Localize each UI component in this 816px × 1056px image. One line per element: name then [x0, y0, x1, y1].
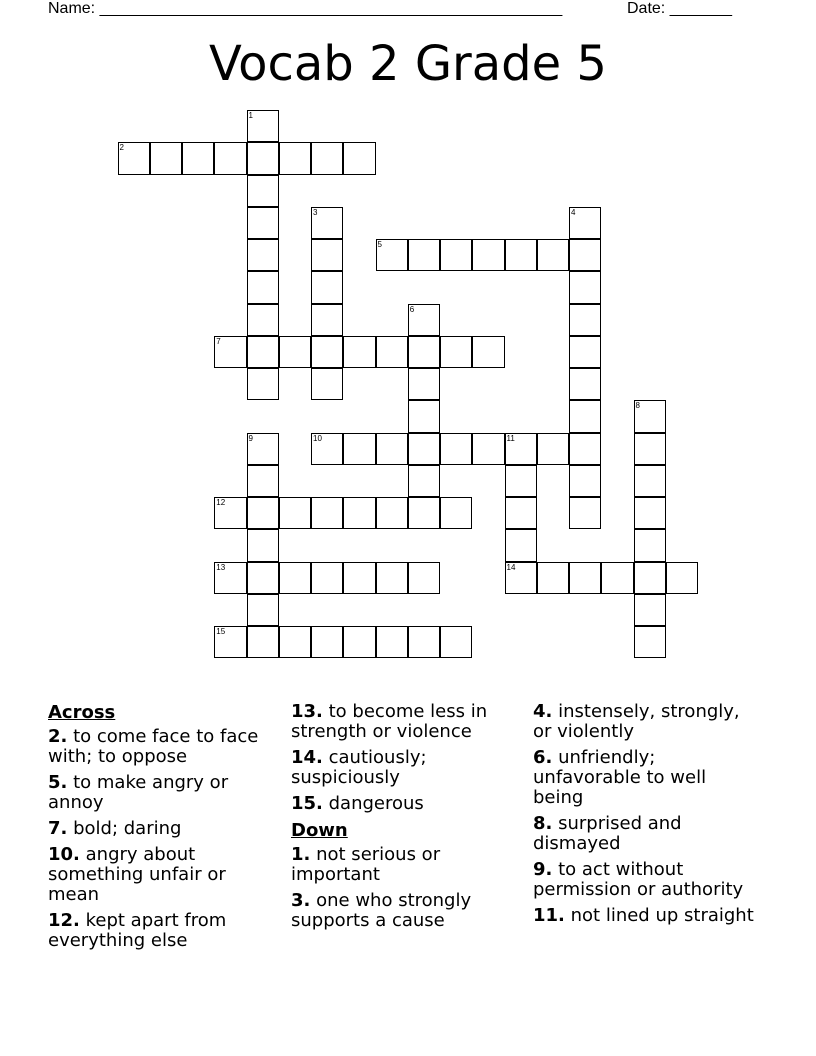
grid-cell[interactable]: [343, 142, 375, 174]
clue-text: not lined up straight: [570, 905, 754, 926]
date-label: Date: _______: [627, 0, 732, 17]
grid-cell[interactable]: [408, 433, 440, 465]
clue-down-4: [533, 702, 761, 742]
grid-cell[interactable]: [408, 239, 440, 271]
grid-cell[interactable]: [569, 400, 601, 432]
grid-cell[interactable]: [505, 239, 537, 271]
grid-cell[interactable]: [247, 497, 279, 529]
clue-column-2: [291, 702, 519, 937]
clue-across-12: [48, 911, 276, 951]
grid-cell[interactable]: [311, 626, 343, 658]
down-heading: Down: [291, 820, 348, 841]
grid-cell[interactable]: [247, 433, 279, 465]
grid-cell[interactable]: [537, 562, 569, 594]
clue-text: one who strongly supports a cause: [291, 890, 472, 931]
grid-cell[interactable]: [440, 497, 472, 529]
grid-cell[interactable]: [634, 465, 666, 497]
grid-cell[interactable]: [247, 626, 279, 658]
grid-cell[interactable]: [408, 336, 440, 368]
clue-text: to come face to face with; to oppose: [48, 726, 259, 767]
clue-text: instensely, strongly, or violently: [533, 701, 740, 742]
clue-text: angry about something unfair or mean: [48, 844, 226, 905]
grid-cell[interactable]: [440, 336, 472, 368]
grid-cell[interactable]: [634, 562, 666, 594]
grid-cell[interactable]: [279, 142, 311, 174]
clue-across-2: [48, 727, 276, 767]
clue-text: kept apart from everything else: [48, 910, 227, 951]
clue-across-13: [291, 702, 519, 742]
grid-cell[interactable]: [440, 626, 472, 658]
cell-number: 13: [216, 562, 226, 572]
grid-cell[interactable]: [408, 304, 440, 336]
grid-cell[interactable]: [634, 594, 666, 626]
clue-number: 3.: [291, 890, 311, 911]
cell-number: 8: [635, 401, 640, 411]
grid-cell[interactable]: [247, 368, 279, 400]
clue-number: 2.: [48, 726, 68, 747]
grid-cell[interactable]: [569, 368, 601, 400]
cell-number: 2: [119, 143, 124, 153]
grid-cell[interactable]: [214, 142, 246, 174]
cell-number: 4: [571, 207, 576, 217]
grid-cell[interactable]: [214, 336, 246, 368]
clue-down-8: [533, 814, 761, 854]
clue-text: surprised and dismayed: [533, 813, 682, 854]
grid-cell[interactable]: [247, 336, 279, 368]
grid-cell[interactable]: [440, 239, 472, 271]
grid-cell[interactable]: [569, 336, 601, 368]
clue-number: 4.: [533, 701, 553, 722]
cell-number: 12: [216, 498, 226, 507]
cell-number: 6: [409, 304, 415, 314]
clue-number: 10.: [48, 844, 80, 865]
grid-cell[interactable]: [408, 368, 440, 400]
grid-cell[interactable]: [311, 142, 343, 174]
grid-cell[interactable]: [311, 368, 343, 400]
grid-cell[interactable]: [569, 271, 601, 303]
grid-cell[interactable]: [311, 207, 343, 239]
grid-cell[interactable]: [472, 336, 504, 368]
grid-cell[interactable]: [311, 562, 343, 594]
grid-cell[interactable]: [408, 626, 440, 658]
clue-number: 7.: [48, 818, 68, 839]
clue-across-5: [48, 773, 276, 813]
grid-cell[interactable]: [247, 110, 279, 142]
clue-down-9: [533, 860, 761, 900]
grid-cell[interactable]: [569, 304, 601, 336]
grid-cell[interactable]: [247, 239, 279, 271]
grid-cell[interactable]: [505, 433, 537, 465]
across-heading: Across: [48, 702, 116, 723]
grid-cell[interactable]: [247, 175, 279, 207]
grid-cell[interactable]: [343, 562, 375, 594]
grid-cell[interactable]: [247, 529, 279, 561]
clue-number: 14.: [291, 747, 323, 768]
grid-cell[interactable]: [569, 562, 601, 594]
grid-cell[interactable]: [569, 433, 601, 465]
grid-cell[interactable]: [182, 142, 214, 174]
clue-down-1: [291, 845, 519, 885]
clue-number: 13.: [291, 701, 323, 722]
grid-cell[interactable]: [311, 336, 343, 368]
grid-cell[interactable]: [118, 142, 150, 174]
grid-cell[interactable]: [214, 626, 246, 658]
grid-cell[interactable]: [214, 497, 246, 529]
grid-cell[interactable]: [247, 562, 279, 594]
grid-cell[interactable]: [505, 529, 537, 561]
clue-number: 15.: [291, 793, 323, 814]
clue-number: 11.: [533, 905, 565, 926]
grid-cell[interactable]: [376, 433, 408, 465]
grid-cell[interactable]: [247, 594, 279, 626]
grid-cell[interactable]: [343, 433, 375, 465]
grid-cell[interactable]: [376, 626, 408, 658]
clue-number: 1.: [291, 844, 311, 865]
cell-number: 10: [313, 433, 322, 443]
grid-cell[interactable]: [537, 433, 569, 465]
grid-cell[interactable]: [311, 271, 343, 303]
grid-cell[interactable]: [150, 142, 182, 174]
grid-cell[interactable]: [343, 336, 375, 368]
cell-number: 5: [377, 240, 382, 249]
clue-across-10: [48, 845, 276, 905]
grid-cell[interactable]: [569, 465, 601, 497]
clue-text: to make angry or annoy: [48, 772, 229, 813]
clue-number: 5.: [48, 772, 68, 793]
grid-cell[interactable]: [601, 562, 633, 594]
clue-down-3: [291, 891, 519, 931]
grid-cell[interactable]: [408, 465, 440, 497]
grid-cell[interactable]: [343, 497, 375, 529]
clue-text: to become less in strength or violence: [291, 701, 488, 742]
grid-cell[interactable]: [247, 465, 279, 497]
grid-cell[interactable]: [247, 271, 279, 303]
grid-cell[interactable]: [472, 239, 504, 271]
clue-text: unfriendly; unfavorable to well being: [533, 747, 707, 808]
cell-number: 1: [248, 111, 253, 120]
clue-number: 9.: [533, 859, 553, 880]
grid-cell[interactable]: [376, 239, 408, 271]
grid-cell[interactable]: [376, 562, 408, 594]
grid-cell[interactable]: [279, 497, 311, 529]
grid-cell[interactable]: [311, 239, 343, 271]
clue-number: 6.: [533, 747, 553, 768]
grid-cell[interactable]: [505, 562, 537, 594]
clue-across-7: [48, 819, 276, 839]
grid-cell[interactable]: [247, 142, 279, 174]
grid-cell[interactable]: [279, 562, 311, 594]
grid-cell[interactable]: [311, 497, 343, 529]
grid-cell[interactable]: [634, 529, 666, 561]
grid-cell[interactable]: [505, 465, 537, 497]
grid-cell[interactable]: [569, 497, 601, 529]
grid-cell[interactable]: [376, 336, 408, 368]
clue-text: to act without permission or authority: [533, 859, 744, 900]
grid-cell[interactable]: [505, 497, 537, 529]
cell-number: 15: [216, 627, 226, 636]
cell-number: 7: [216, 336, 221, 346]
grid-cell[interactable]: [666, 562, 698, 594]
clue-across-14: [291, 748, 519, 788]
grid-cell[interactable]: [247, 304, 279, 336]
grid-cell[interactable]: [408, 400, 440, 432]
page-title: Vocab 2 Grade 5: [209, 36, 607, 92]
grid-cell[interactable]: [247, 207, 279, 239]
grid-cell[interactable]: [279, 626, 311, 658]
cell-number: 14: [506, 562, 516, 572]
grid-cell[interactable]: [311, 304, 343, 336]
grid-cell[interactable]: [279, 336, 311, 368]
grid-cell[interactable]: [634, 497, 666, 529]
clue-text: not serious or important: [291, 844, 441, 885]
grid-cell[interactable]: [376, 497, 408, 529]
grid-cell[interactable]: [214, 562, 246, 594]
grid-cell[interactable]: [311, 433, 343, 465]
cell-number: 11: [506, 433, 515, 443]
clue-number: 8.: [533, 813, 553, 834]
grid-cell[interactable]: [634, 400, 666, 432]
clue-down-6: [533, 748, 761, 808]
grid-cell[interactable]: [537, 239, 569, 271]
grid-cell[interactable]: [472, 433, 504, 465]
cell-number: 3: [313, 207, 318, 217]
grid-cell[interactable]: [408, 497, 440, 529]
clue-text: cautiously; suspiciously: [291, 747, 427, 788]
grid-cell[interactable]: [569, 239, 601, 271]
grid-cell[interactable]: [408, 562, 440, 594]
cell-number: 9: [248, 433, 253, 443]
grid-cell[interactable]: [634, 626, 666, 658]
grid-cell[interactable]: [440, 433, 472, 465]
clue-column-3: [533, 702, 761, 932]
grid-cell[interactable]: [569, 207, 601, 239]
clue-column-1: [48, 702, 276, 957]
clue-number: 12.: [48, 910, 80, 931]
name-label: Name: ____________________________________________________: [48, 0, 563, 17]
grid-cell[interactable]: [634, 433, 666, 465]
clue-down-11: [533, 906, 761, 926]
clue-text: bold; daring: [73, 818, 182, 839]
clue-across-15: [291, 794, 519, 814]
grid-cell[interactable]: [343, 626, 375, 658]
clue-text: dangerous: [328, 793, 424, 814]
